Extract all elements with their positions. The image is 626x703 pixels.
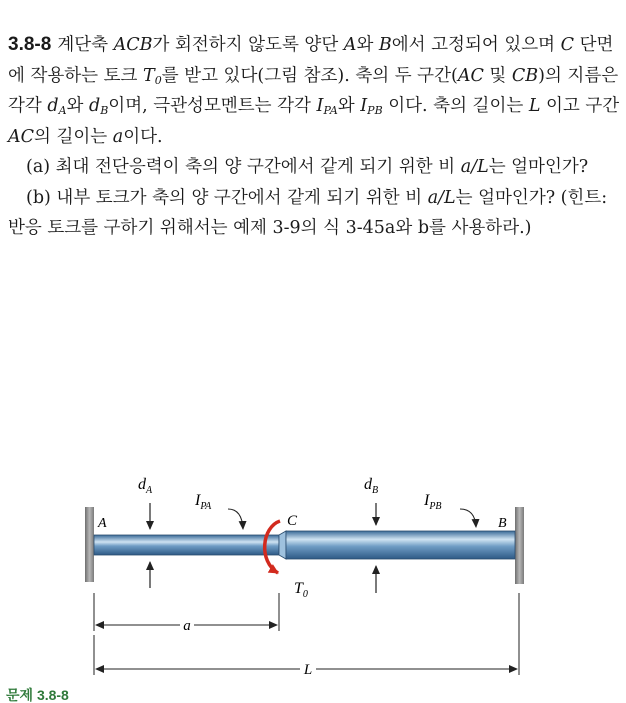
label-T0: $T_0$ — [294, 580, 308, 600]
label-IPB: $I_{PB}$ — [424, 492, 442, 512]
problem-text — [8, 30, 620, 244]
shaft-segment-cb — [286, 531, 515, 559]
label-IPA: $I_{PA}$ — [195, 492, 212, 512]
label-dA: $d_A$ — [138, 476, 153, 496]
right-wall — [515, 507, 524, 584]
shaft-segment-ac — [94, 535, 279, 555]
IPB-leader — [460, 509, 476, 527]
dim-L-label: L — [303, 662, 313, 678]
label-A: A — [98, 516, 107, 531]
problem-part-b: (b) 내부 토크가 축의 양 구간에서 같게 되기 위한 비 a/L는 얼마인가? (힌트: 반응 토크를 구하기 위해서는 예제 3-9의 식 3-45a와 b를 사용하라.) — [8, 187, 608, 238]
problem-part-a: (a) 최대 전단응력이 축의 양 구간에서 같게 되기 위한 비 a/L는 얼마인가? — [26, 157, 589, 177]
problem-intro: 3.8-8 계단축 ACB가 회전하지 않도록 양단 A와 B에서 고정되어 있으며 C 단면에 작용하는 토크 $T_0$를 받고 있다(그림 참조). 축의 두 구간(AC 및 CB)의 지름은 각각 $d_A$와 $d_B$이며, 극관성모멘트는 각각 $I_{PA}$와 $I_{PB}$ 이다. 축의 길이는 L 이고 구간 AC의 길이는 a이다. — [8, 34, 620, 147]
label-C: C — [287, 513, 298, 529]
label-dB: $d_B$ — [364, 476, 379, 496]
stepped-shaft-figure — [70, 465, 540, 690]
figure-caption: 문제 3.8-8 — [6, 687, 69, 703]
left-wall — [85, 507, 94, 582]
figure-svg — [70, 465, 540, 690]
shaft-step — [279, 531, 286, 559]
label-B: B — [498, 516, 507, 531]
dim-a-label: a — [183, 618, 191, 634]
IPA-leader — [228, 509, 243, 529]
problem-number: 3.8-8 — [8, 34, 52, 55]
